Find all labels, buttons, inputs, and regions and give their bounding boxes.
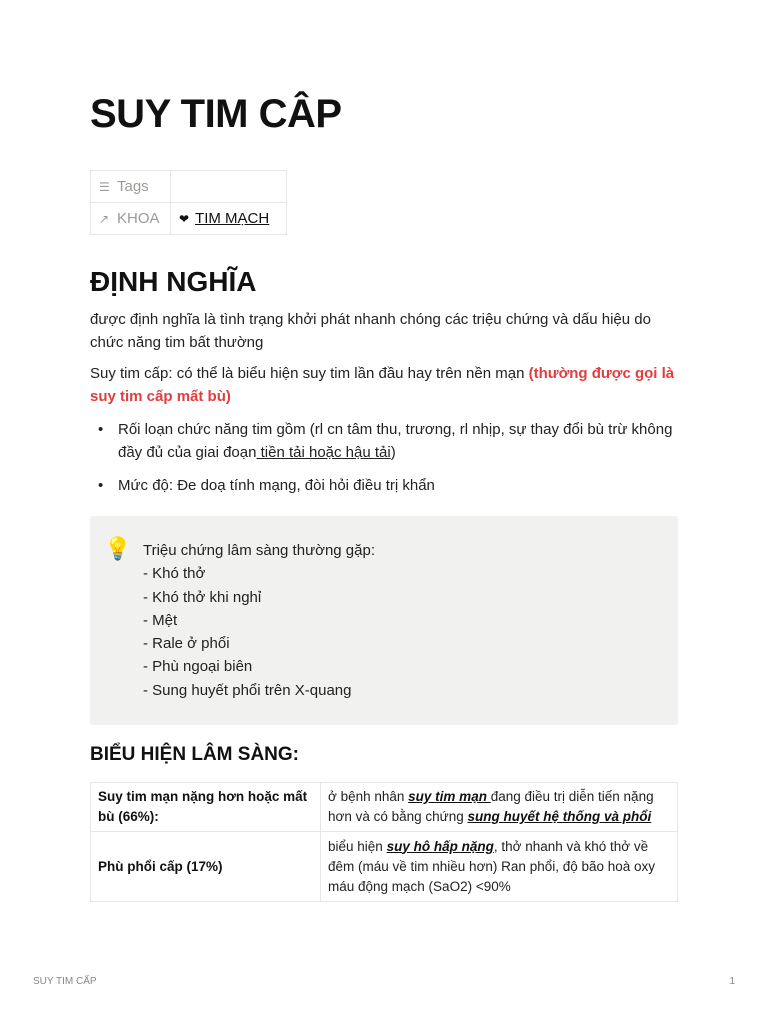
acute-hf-paragraph: [90, 362, 680, 408]
heading-clinical: BIỂU HIỆN LÂM SÀNG:: [90, 744, 299, 765]
clinical-table: [90, 782, 678, 902]
acute-hf-text: Suy tim cấp: có thể là biểu hiện suy tim lần đầu hay trên nền mạn: [90, 365, 529, 382]
bullet-text: Mức độ: Đe doạ tính mạng, đòi hỏi điều trị khẩn: [118, 477, 435, 494]
lightbulb-icon: 💡: [104, 536, 132, 561]
callout-line: - Phù ngoại biên: [143, 658, 253, 676]
definition-paragraph: được định nghĩa là tình trạng khởi phát nhanh chóng các triệu chứng và dấu hiệu do chức năng tim bất thường: [90, 311, 651, 351]
list-icon: ☰: [99, 180, 110, 194]
desc-text: biểu hiện: [328, 838, 387, 854]
desc-text: , thở nhanh và khó thở về đêm (máu về tim nhiều hơn) Ran phổi, độ bão hoà oxy máu động mạch (SaO2) <90%: [328, 838, 656, 894]
property-name-tags[interactable]: [91, 171, 171, 203]
bullet-item: [90, 418, 680, 464]
callout-line: Triệu chứng lâm sàng thường gặp:: [143, 542, 375, 559]
properties-table: [90, 170, 287, 235]
property-row-tags: [91, 171, 287, 203]
bullet-text-end: ): [390, 444, 396, 461]
property-value-tags[interactable]: [171, 171, 287, 203]
definition-bullets: [90, 418, 680, 497]
acute-hf-highlight: (thường được gọi là suy tim cấp mất bù): [90, 365, 675, 405]
page-title: SUY TIM CÂP: [90, 92, 342, 136]
property-value-khoa[interactable]: [171, 203, 287, 235]
desc-emphasis: suy hô hấp nặng: [386, 838, 494, 854]
callout-line: - Rale ở phổi: [143, 635, 230, 653]
callout-line: - Mệt: [143, 611, 178, 629]
desc-text: ở bệnh nhân: [328, 789, 409, 804]
table-row: [91, 783, 678, 832]
heading-definition: ĐỊNH NGHĨA: [90, 266, 257, 297]
property-label-khoa: KHOA: [117, 210, 160, 227]
table-row: [91, 832, 678, 902]
footer-title: SUY TIM CẤP: [33, 976, 97, 987]
table-cell-label: Phù phổi cấp (17%): [91, 832, 321, 902]
symptoms-callout: [90, 516, 678, 725]
desc-text: đang điều trị diễn tiến nặng hơn và có bằng chứng: [328, 789, 654, 824]
table-cell-description: [321, 832, 678, 902]
desc-emphasis: suy tim mạn: [408, 789, 491, 804]
callout-line: - Khó thở khi nghỉ: [143, 588, 262, 606]
property-row-khoa: [91, 203, 287, 235]
relation-link-tim-mach[interactable]: TIM MẠCH: [195, 210, 270, 227]
heart-icon: ❤: [179, 212, 190, 226]
property-label-tags: Tags: [117, 178, 149, 195]
callout-text: [143, 539, 375, 702]
callout-line: - Khó thở: [143, 565, 206, 583]
property-name-khoa[interactable]: [91, 203, 171, 235]
preload-afterload-link[interactable]: tiền tải hoặc hậu tải: [256, 444, 391, 461]
table-cell-label: Suy tim mạn nặng hơn hoặc mất bù (66%):: [91, 783, 321, 832]
bullet-text: Rối loạn chức năng tim gồm (rl cn tâm thu, trương, rl nhịp, sự thay đổi bù trừ không đầy đủ của giai đoạn: [118, 421, 673, 461]
table-cell-description: [321, 783, 678, 832]
arrow-up-right-icon: ↗: [99, 212, 110, 226]
callout-line: - Sung huyết phổi trên X-quang: [143, 681, 352, 699]
bullet-item: [90, 474, 680, 497]
page-number: 1: [729, 976, 735, 987]
desc-emphasis: sung huyết hệ thống và phổi: [467, 809, 652, 824]
